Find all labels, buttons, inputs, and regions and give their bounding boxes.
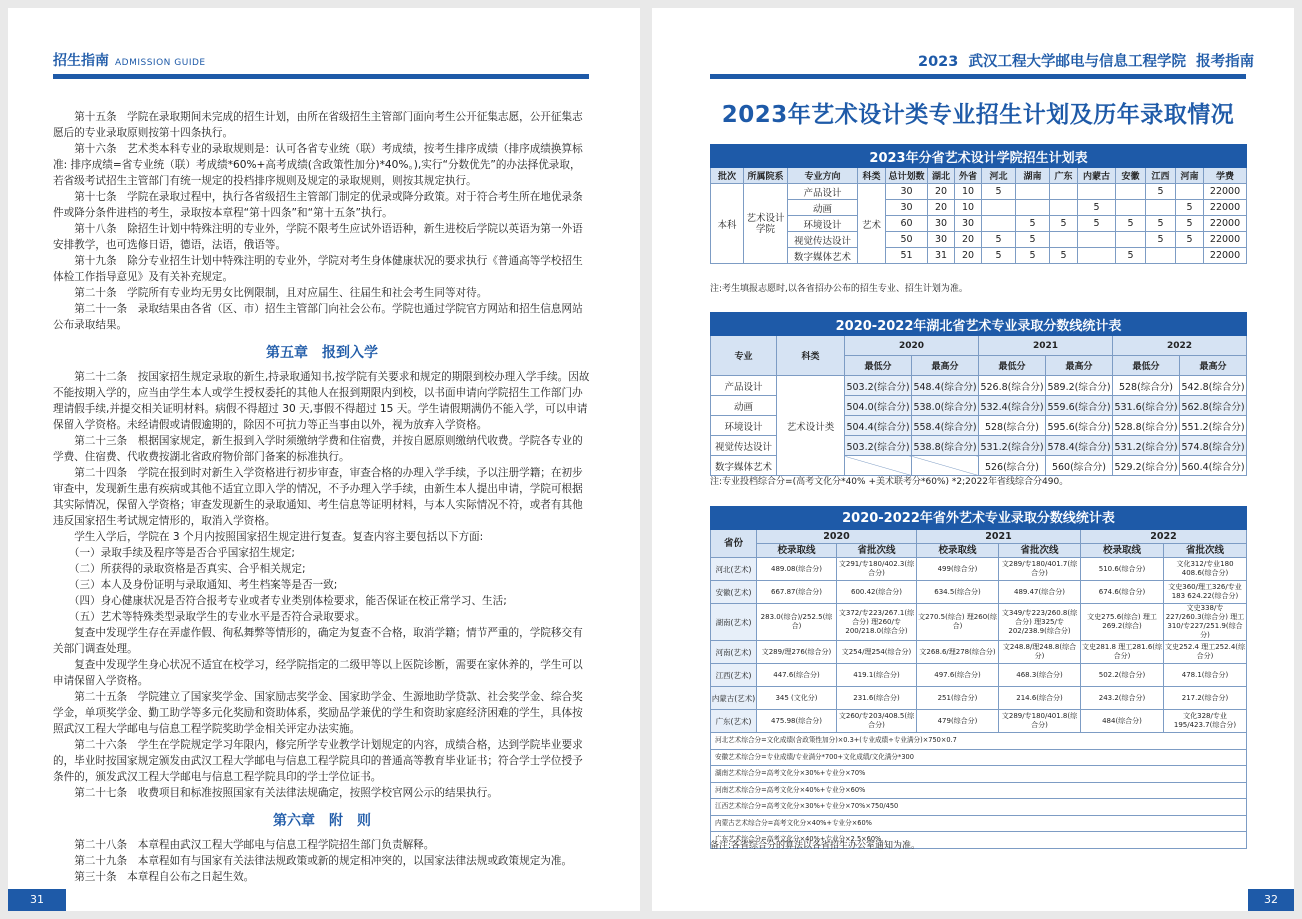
- plan-value-cell: [1050, 200, 1078, 216]
- score-cell: 419.1(综合分): [837, 664, 917, 687]
- major-cell: 产品设计: [711, 376, 777, 396]
- score-cell: 526.8(综合分): [979, 376, 1046, 396]
- score-cell: 文270.5(综合) 理260(综合): [917, 604, 999, 641]
- article-paragraph: 第二十条 学院所有专业均无男女比例限制，且对应届生、往届生和社会考生同等对待。: [74, 287, 488, 299]
- col-school-line: 校录取线: [757, 544, 837, 558]
- year-2021: 2021: [917, 530, 1081, 544]
- province-cell: 河北(艺术): [711, 558, 757, 581]
- plan-value-cell: 5: [1176, 200, 1204, 216]
- score-cell: 542.8(综合分): [1180, 376, 1247, 396]
- score-cell: 526(综合分): [979, 456, 1046, 476]
- review-list-item: （五）艺术等特殊类型录取学生的专业水平是否符合录取要求。: [68, 611, 366, 623]
- hubei-score-table: [710, 312, 1247, 476]
- header-guide: 报考指南: [1196, 54, 1255, 70]
- province-cell: 安徽(艺术): [711, 581, 757, 604]
- score-cell: 文289/理276(综合分): [757, 641, 837, 664]
- major-cell: 视觉传达设计: [711, 436, 777, 456]
- plan-value-cell: 22000: [1204, 200, 1247, 216]
- page-number-bar: [1248, 889, 1294, 911]
- article-paragraph: 第十八条 除招生计划中特殊注明的专业外，学院不限考生应试外语语种，新生进校后学院以英语为第一外语安排教学，也可选修日语，德语，法语，俄语等。: [53, 223, 583, 251]
- col-province: 省份: [711, 530, 757, 558]
- main-title: 2023年艺术设计类专业招生计划及历年录取情况: [721, 102, 1235, 128]
- other-table-note: 备注:各省综合分的算法以各省招生办公室通知为准。: [710, 841, 921, 851]
- score-cell: 560.4(综合分): [1180, 456, 1247, 476]
- article-paragraph: 第二十三条 根据国家规定，新生报到入学时须缴纳学费和住宿费，并按自愿原则缴纳代收费。学院各专业的学费、住宿费、代收费按湖北省政府物价部门备案的标准执行。: [53, 435, 583, 463]
- formula-cell: 湖南艺术综合分=高考文化分×30%+专业分×70%: [711, 766, 1247, 783]
- plan-col-header: 河北: [982, 168, 1016, 184]
- page-number: 31: [30, 893, 44, 906]
- review-list-item: （三）本人及身份证明与录取通知、考生档案等是否一致;: [68, 579, 338, 591]
- score-cell: 文268.6/理278(综合分): [917, 641, 999, 664]
- plan-value-cell: 5: [1016, 216, 1050, 232]
- score-cell: 文史338/专227/260.3(综合分) 理工310/专227/251.9(综合分): [1164, 604, 1247, 641]
- plan-value-cell: 5: [982, 232, 1016, 248]
- plan-value-cell: 22000: [1204, 232, 1247, 248]
- formula-row: [711, 766, 1247, 783]
- header-year: 2023: [918, 54, 959, 70]
- score-cell: 548.4(综合分): [912, 376, 979, 396]
- score-cell: 502.2(综合分): [1081, 664, 1164, 687]
- plan-value-cell: 22000: [1204, 216, 1247, 232]
- plan-value-cell: 5: [1176, 216, 1204, 232]
- score-cell: 489.47(综合分): [999, 581, 1081, 604]
- score-cell: 217.2(综合分): [1164, 687, 1247, 710]
- score-cell: 562.8(综合分): [1180, 396, 1247, 416]
- score-cell: [845, 456, 912, 476]
- plan-value-cell: [1116, 184, 1146, 200]
- article-paragraph: 第二十四条 学院在报到时对新生入学资格进行初步审查，审查合格的办理入学手续，予以注册学籍；在初步审查中，发现新生患有疾病或其他不适宜立即入学的情况，不予办理入学手续，由新生本人提出申请，学院可根据其实际情况，保留入学资格；审查发现新生的录取通知、考生信息等证明材料，与本人实际情况不符，或者有其他违反国家招生考试规定情形的，取消入学资格。: [53, 467, 583, 527]
- score-cell: 文291/专180/402.3(综合分): [837, 558, 917, 581]
- plan-col-header: 安徽: [1116, 168, 1146, 184]
- score-cell: 475.98(综合分): [757, 710, 837, 733]
- table-row: [711, 232, 1247, 248]
- review-list-item: （一）录取手续及程序等是否合乎国家招生规定;: [68, 547, 295, 559]
- plan-value-cell: [1078, 248, 1116, 264]
- score-cell: 528(综合分): [1113, 376, 1180, 396]
- col-school-line: 校录取线: [1081, 544, 1164, 558]
- col-min: 最低分: [1113, 356, 1180, 376]
- major-cell: 环境设计: [711, 416, 777, 436]
- year-2022: 2022: [1113, 336, 1247, 356]
- plan-value-cell: 5: [1050, 216, 1078, 232]
- plan-value-cell: 5: [1050, 248, 1078, 264]
- plan-value-cell: [1078, 232, 1116, 248]
- header-title-cn: 招生指南: [53, 53, 109, 69]
- plan-value-cell: [1116, 232, 1146, 248]
- year-2021: 2021: [979, 336, 1113, 356]
- article-paragraph: 学生入学后，学院在 3 个月内按照国家招生规定进行复查。复查内容主要包括以下方面:: [74, 531, 484, 543]
- score-cell: 558.4(综合分): [912, 416, 979, 436]
- col-max: 最高分: [1046, 356, 1113, 376]
- plan-value-cell: 5: [1176, 232, 1204, 248]
- plan-value-cell: [1050, 232, 1078, 248]
- score-cell: 251(综合分): [917, 687, 999, 710]
- score-cell: 667.87(综合分): [757, 581, 837, 604]
- score-cell: 531.2(综合分): [979, 436, 1046, 456]
- chapter-5-title: 第五章 报到入学: [266, 345, 378, 361]
- plan-value-cell: 5: [982, 248, 1016, 264]
- plan-col-header: 江西: [1146, 168, 1176, 184]
- review-list-item: （二）所获得的录取资格是否真实、合乎相关规定;: [68, 563, 306, 575]
- article-paragraph: 第十七条 学院在录取过程中，执行各省级招生主管部门制定的优录或降分政策。对于符合考生所在地优录条件或降分条件进档的考生，录取按本章程“第十四条”和“第十五条”执行。: [53, 191, 583, 219]
- plan-col-header: 河南: [1176, 168, 1204, 184]
- table-row: [711, 687, 1247, 710]
- plan-col-header: 外省: [955, 168, 982, 184]
- score-cell: 文289/专180/401.7(综合分): [999, 558, 1081, 581]
- province-cell: 湖南(艺术): [711, 604, 757, 641]
- col-max: 最高分: [1180, 356, 1247, 376]
- review-list-item: （四）身心健康状况是否符合报考专业或者专业类别体检要求，能否保证在校正常学习、生活;: [68, 595, 507, 607]
- score-cell: 595.6(综合分): [1046, 416, 1113, 436]
- plan-value-cell: 51: [886, 248, 928, 264]
- header-rule: [53, 74, 589, 79]
- plan-value-cell: 30: [886, 200, 928, 216]
- score-cell: 531.6(综合分): [1113, 396, 1180, 416]
- plan-value-cell: 10: [955, 200, 982, 216]
- plan-value-cell: 20: [928, 184, 955, 200]
- plan-value-cell: 30: [928, 232, 955, 248]
- header-school: 武汉工程大学邮电与信息工程学院: [968, 54, 1186, 70]
- col-batch-line: 省批次线: [1164, 544, 1247, 558]
- major-cell: 环境设计: [788, 216, 858, 232]
- score-cell: 634.5(综合分): [917, 581, 999, 604]
- score-cell: 243.2(综合分): [1081, 687, 1164, 710]
- plan-value-cell: 30: [886, 184, 928, 200]
- score-cell: 559.6(综合分): [1046, 396, 1113, 416]
- major-cell: 视觉传达设计: [788, 232, 858, 248]
- table-row: [711, 376, 1247, 396]
- plan-col-header: 广东: [1050, 168, 1078, 184]
- score-cell: 497.6(综合分): [917, 664, 999, 687]
- score-cell: 560(综合分): [1046, 456, 1113, 476]
- table-row: [711, 200, 1247, 216]
- article-paragraph: 复查中发现学生身心状况不适宜在校学习，经学院指定的二级甲等以上医院诊断，需要在家休养的，学生可以申请保留入学资格。: [53, 659, 583, 687]
- plan-value-cell: 5: [1016, 248, 1050, 264]
- score-cell: 283.0(综合)/252.5(综合): [757, 604, 837, 641]
- article-paragraph: 第二十五条 学院建立了国家奖学金、国家励志奖学金、国家助学金、生源地助学贷款、社会奖学金、综合奖学金，单项奖学金、勤工助学等多元化奖励和资助体系，奖励品学兼优的学生和资助家庭经济困难的学生，具体按照武汉工程大学邮电与信息工程学院奖助学金相关评定办法实施。: [53, 691, 583, 735]
- article-paragraph: 第二十七条 收费项目和标准按照国家有关法律法规确定，按照学校官网公示的结果执行。: [74, 787, 498, 799]
- major-cell: 数字媒体艺术: [788, 248, 858, 264]
- score-cell: 345 (文化分): [757, 687, 837, 710]
- plan-table-note: 注:考生填报志愿时,以各省招办公布的招生专业、招生计划为准。: [710, 284, 968, 294]
- score-cell: [912, 456, 979, 476]
- major-cell: 产品设计: [788, 184, 858, 200]
- score-cell: 532.4(综合分): [979, 396, 1046, 416]
- plan-value-cell: [982, 216, 1016, 232]
- article-paragraph: 第二十六条 学生在学院规定学习年限内，修完所学专业教学计划规定的内容，成绩合格，达到学院毕业要求的，毕业时按国家规定颁发由武汉工程大学邮电与信息工程学院具印的普通高等教育毕业证书；符合学士学位授予条件的，颁发武汉工程大学邮电与信息工程学院具印的学士学位证书。: [53, 739, 583, 783]
- col-category: 科类: [777, 336, 845, 376]
- plan-value-cell: 5: [1146, 216, 1176, 232]
- score-cell: 文化312/专业180 408.6(综合分): [1164, 558, 1247, 581]
- article-paragraph: 复查中发现学生存在弄虚作假、徇私舞弊等情形的，确定为复查不合格，取消学籍；情节严重的，学院移交有关部门调查处理。: [53, 627, 583, 655]
- col-min: 最低分: [979, 356, 1046, 376]
- left-header: [53, 50, 206, 70]
- province-cell: 内蒙古(艺术): [711, 687, 757, 710]
- plan-value-cell: 30: [955, 216, 982, 232]
- score-cell: 478.1(综合分): [1164, 664, 1247, 687]
- table-row: [711, 664, 1247, 687]
- formula-row: [711, 815, 1247, 832]
- score-cell: 600.42(综合分): [837, 581, 917, 604]
- year-2022: 2022: [1081, 530, 1247, 544]
- table-row: [711, 558, 1247, 581]
- plan-value-cell: [982, 200, 1016, 216]
- formula-row: [711, 749, 1247, 766]
- plan-value-cell: 5: [1116, 248, 1146, 264]
- col-major: 专业: [711, 336, 777, 376]
- score-cell: 538.0(综合分): [912, 396, 979, 416]
- plan-value-cell: 20: [955, 248, 982, 264]
- right-header: [918, 50, 1254, 71]
- formula-cell: 河北艺术综合分=文化成绩(含政策性加分)×0.3+(专业成绩÷专业满分)×750×0.7: [711, 733, 1247, 750]
- article-paragraph: 第十六条 艺术类本科专业的录取规则是：认可各省专业统（联）考成绩，按考生排序成绩（排序成绩换算标准: 排序成绩=省专业统（联）考成绩*60%+高考成绩(含政策性加分)*40%。),实行“分数优先”的办法择优录取，若省级考试招生主管部门有统一规定的投档排序规则及规定的录取规则，则按其规定执行。: [53, 143, 583, 187]
- plan-col-header: 湖南: [1016, 168, 1050, 184]
- score-cell: 文289/专180/401.8(综合分): [999, 710, 1081, 733]
- department-cell: 艺术设计学院: [744, 184, 788, 264]
- hubei-table-note: 注:专业投档综合分=(高考文化分*40% +美术联考分*60%) *2;2022年省线综合分490。: [710, 477, 1069, 487]
- batch-cell: 本科: [711, 184, 744, 264]
- score-cell: 578.4(综合分): [1046, 436, 1113, 456]
- other-province-score-table: [710, 506, 1247, 849]
- plan-col-header: 所属院系: [744, 168, 788, 184]
- table-row: [711, 216, 1247, 232]
- plan-value-cell: 31: [928, 248, 955, 264]
- score-cell: 531.2(综合分): [1113, 436, 1180, 456]
- score-cell: 528(综合分): [979, 416, 1046, 436]
- score-cell: 504.4(综合分): [845, 416, 912, 436]
- plan-value-cell: [1146, 200, 1176, 216]
- plan-value-cell: 22000: [1204, 184, 1247, 200]
- plan-col-header: 湖北: [928, 168, 955, 184]
- score-cell: 文372/专223/267.1(综合分) 理260/专200/218.0(综合分): [837, 604, 917, 641]
- article-paragraph: 第二十八条 本章程由武汉工程大学邮电与信息工程学院招生部门负责解释。: [74, 839, 435, 851]
- article-paragraph: 第十五条 学院在录取期间未完成的招生计划，由所在省级招生主管部门面向考生公开征集志愿，公开征集志愿后的专业录取原则按第十四条执行。: [53, 111, 583, 139]
- plan-value-cell: 60: [886, 216, 928, 232]
- major-cell: 数字媒体艺术: [711, 456, 777, 476]
- plan-value-cell: 50: [886, 232, 928, 248]
- year-2020: 2020: [757, 530, 917, 544]
- province-cell: 江西(艺术): [711, 664, 757, 687]
- category-cell: 艺术设计类: [777, 376, 845, 476]
- score-cell: 文化328/专业195/423.7(综合分): [1164, 710, 1247, 733]
- score-cell: 文248.8/理248.8(综合分): [999, 641, 1081, 664]
- plan-value-cell: [1176, 184, 1204, 200]
- formula-cell: 内蒙古艺术综合分=高考文化分×40%+专业分×60%: [711, 815, 1247, 832]
- plan-value-cell: [1146, 248, 1176, 264]
- score-cell: 529.2(综合分): [1113, 456, 1180, 476]
- score-cell: 文260/专203/408.5(综合分): [837, 710, 917, 733]
- score-cell: 479(综合分): [917, 710, 999, 733]
- plan-col-header: 内蒙古: [1078, 168, 1116, 184]
- score-cell: 510.6(综合分): [1081, 558, 1164, 581]
- formula-row: [711, 782, 1247, 799]
- page-number-bar: [8, 889, 66, 911]
- plan-col-header: 专业方向: [788, 168, 858, 184]
- formula-cell: 江西艺术综合分=高考文化分×30%+专业分×70%×750/450: [711, 799, 1247, 816]
- table-row: [711, 641, 1247, 664]
- score-cell: 574.8(综合分): [1180, 436, 1247, 456]
- col-batch-line: 省批次线: [999, 544, 1081, 558]
- chapter-6-title: 第六章 附 则: [273, 813, 371, 829]
- plan-value-cell: 20: [928, 200, 955, 216]
- right-page: [652, 8, 1294, 911]
- col-school-line: 校录取线: [917, 544, 999, 558]
- plan-value-cell: 5: [1016, 232, 1050, 248]
- score-cell: 499(综合分): [917, 558, 999, 581]
- table-row: [711, 184, 1247, 200]
- plan-value-cell: 5: [1078, 200, 1116, 216]
- formula-cell: 安徽艺术综合分=专业成绩/专业满分*700+文化成绩/文化满分*300: [711, 749, 1247, 766]
- enrollment-plan-table: [710, 144, 1247, 264]
- score-cell: 589.2(综合分): [1046, 376, 1113, 396]
- score-cell: 538.8(综合分): [912, 436, 979, 456]
- table-row: [711, 581, 1247, 604]
- major-cell: 动画: [788, 200, 858, 216]
- plan-value-cell: [1116, 200, 1146, 216]
- plan-value-cell: 22000: [1204, 248, 1247, 264]
- hubei-table-caption: 2020-2022年湖北省艺术专业录取分数线统计表: [711, 313, 1247, 336]
- article-paragraph: 第十九条 除分专业招生计划中特殊注明的专业外，学院对考生身体健康状况的要求执行《普通高等学校招生体检工作指导意见》及有关补充规定。: [53, 255, 583, 283]
- other-table-caption: 2020-2022年省外艺术专业录取分数线统计表: [711, 507, 1247, 530]
- score-cell: 文史252.4 理工252.4(综合分): [1164, 641, 1247, 664]
- major-cell: 动画: [711, 396, 777, 416]
- score-cell: 447.6(综合分): [757, 664, 837, 687]
- article-paragraph: 第二十九条 本章程如有与国家有关法律法规政策或新的规定相冲突的，以国家法律法规或政策规定为准。: [74, 855, 573, 867]
- article-paragraph: 第二十二条 按国家招生规定录取的新生,持录取通知书,按学院有关要求和规定的期限到校办理入学手续。因故不能按期入学的，应当由学生本人或学生授权委托的其他人在报到期限内到校，以书面申请向学院招生工作部门办理请假手续,并提交相关证明材料。病假不得超过 30 天,事假不得超过 15 天。学生请假期满仍不能入学，可以申请保留入学资格。未经请假或请假逾期的，除因不可抗力等正当事由以外，视为放弃入学资格。: [53, 371, 590, 431]
- plan-value-cell: 5: [1146, 184, 1176, 200]
- table-row: [711, 248, 1247, 264]
- header-rule: [710, 74, 1246, 79]
- score-cell: 503.2(综合分): [845, 436, 912, 456]
- score-cell: 468.3(综合分): [999, 664, 1081, 687]
- left-page: [8, 8, 640, 911]
- province-cell: 广东(艺术): [711, 710, 757, 733]
- formula-cell: 河南艺术综合分=高考文化分×40%+专业分×60%: [711, 782, 1247, 799]
- score-cell: 文349/专223/260.8(综合分) 理325/专202/238.9(综合分): [999, 604, 1081, 641]
- plan-value-cell: 10: [955, 184, 982, 200]
- score-cell: 文254/理254(综合分): [837, 641, 917, 664]
- plan-value-cell: [1078, 184, 1116, 200]
- category-cell: 艺术: [858, 184, 886, 264]
- col-min: 最低分: [845, 356, 912, 376]
- plan-value-cell: 5: [1116, 216, 1146, 232]
- score-cell: 文史360/理工326/专业183 624.22(综合分): [1164, 581, 1247, 604]
- col-max: 最高分: [912, 356, 979, 376]
- plan-table-caption: 2023年分省艺术设计学院招生计划表: [711, 145, 1247, 168]
- score-cell: 484(综合分): [1081, 710, 1164, 733]
- plan-value-cell: 5: [1078, 216, 1116, 232]
- score-cell: 528.8(综合分): [1113, 416, 1180, 436]
- plan-value-cell: [1050, 184, 1078, 200]
- page-number: 32: [1264, 893, 1278, 906]
- plan-col-header: 总计划数: [886, 168, 928, 184]
- plan-value-cell: 5: [1146, 232, 1176, 248]
- year-2020: 2020: [845, 336, 979, 356]
- score-cell: 674.6(综合分): [1081, 581, 1164, 604]
- article-paragraph: 第二十一条 录取结果由各省（区、市）招生主管部门向社会公布。学院也通过学院官方网站和招生信息网站公布录取结果。: [53, 303, 583, 331]
- score-cell: 231.6(综合分): [837, 687, 917, 710]
- score-cell: 503.2(综合分): [845, 376, 912, 396]
- article-paragraph: 第三十条 本章程自公布之日起生效。: [74, 871, 255, 883]
- table-row: [711, 710, 1247, 733]
- plan-value-cell: 5: [982, 184, 1016, 200]
- header-title-en: ADMISSION GUIDE: [115, 58, 206, 68]
- province-cell: 河南(艺术): [711, 641, 757, 664]
- col-batch-line: 省批次线: [837, 544, 917, 558]
- plan-value-cell: 20: [955, 232, 982, 248]
- formula-row: [711, 799, 1247, 816]
- score-cell: 文史275.6(综合) 理工269.2(综合): [1081, 604, 1164, 641]
- plan-value-cell: 30: [928, 216, 955, 232]
- plan-value-cell: [1176, 248, 1204, 264]
- regulation-text: [53, 109, 591, 885]
- plan-col-header: 科类: [858, 168, 886, 184]
- plan-col-header: 学费: [1204, 168, 1247, 184]
- table-row: [711, 604, 1247, 641]
- score-cell: 文史281.8 理工281.6(综合分): [1081, 641, 1164, 664]
- score-cell: 551.2(综合分): [1180, 416, 1247, 436]
- formula-row: [711, 733, 1247, 750]
- score-cell: 489.08(综合分): [757, 558, 837, 581]
- plan-col-header: 批次: [711, 168, 744, 184]
- formula-cell: 广东艺术综合分=高考文化分×40%+专业分×2.5×60%: [711, 832, 1247, 849]
- score-cell: 504.0(综合分): [845, 396, 912, 416]
- plan-value-cell: [1016, 184, 1050, 200]
- plan-value-cell: [1016, 200, 1050, 216]
- score-cell: 214.6(综合分): [999, 687, 1081, 710]
